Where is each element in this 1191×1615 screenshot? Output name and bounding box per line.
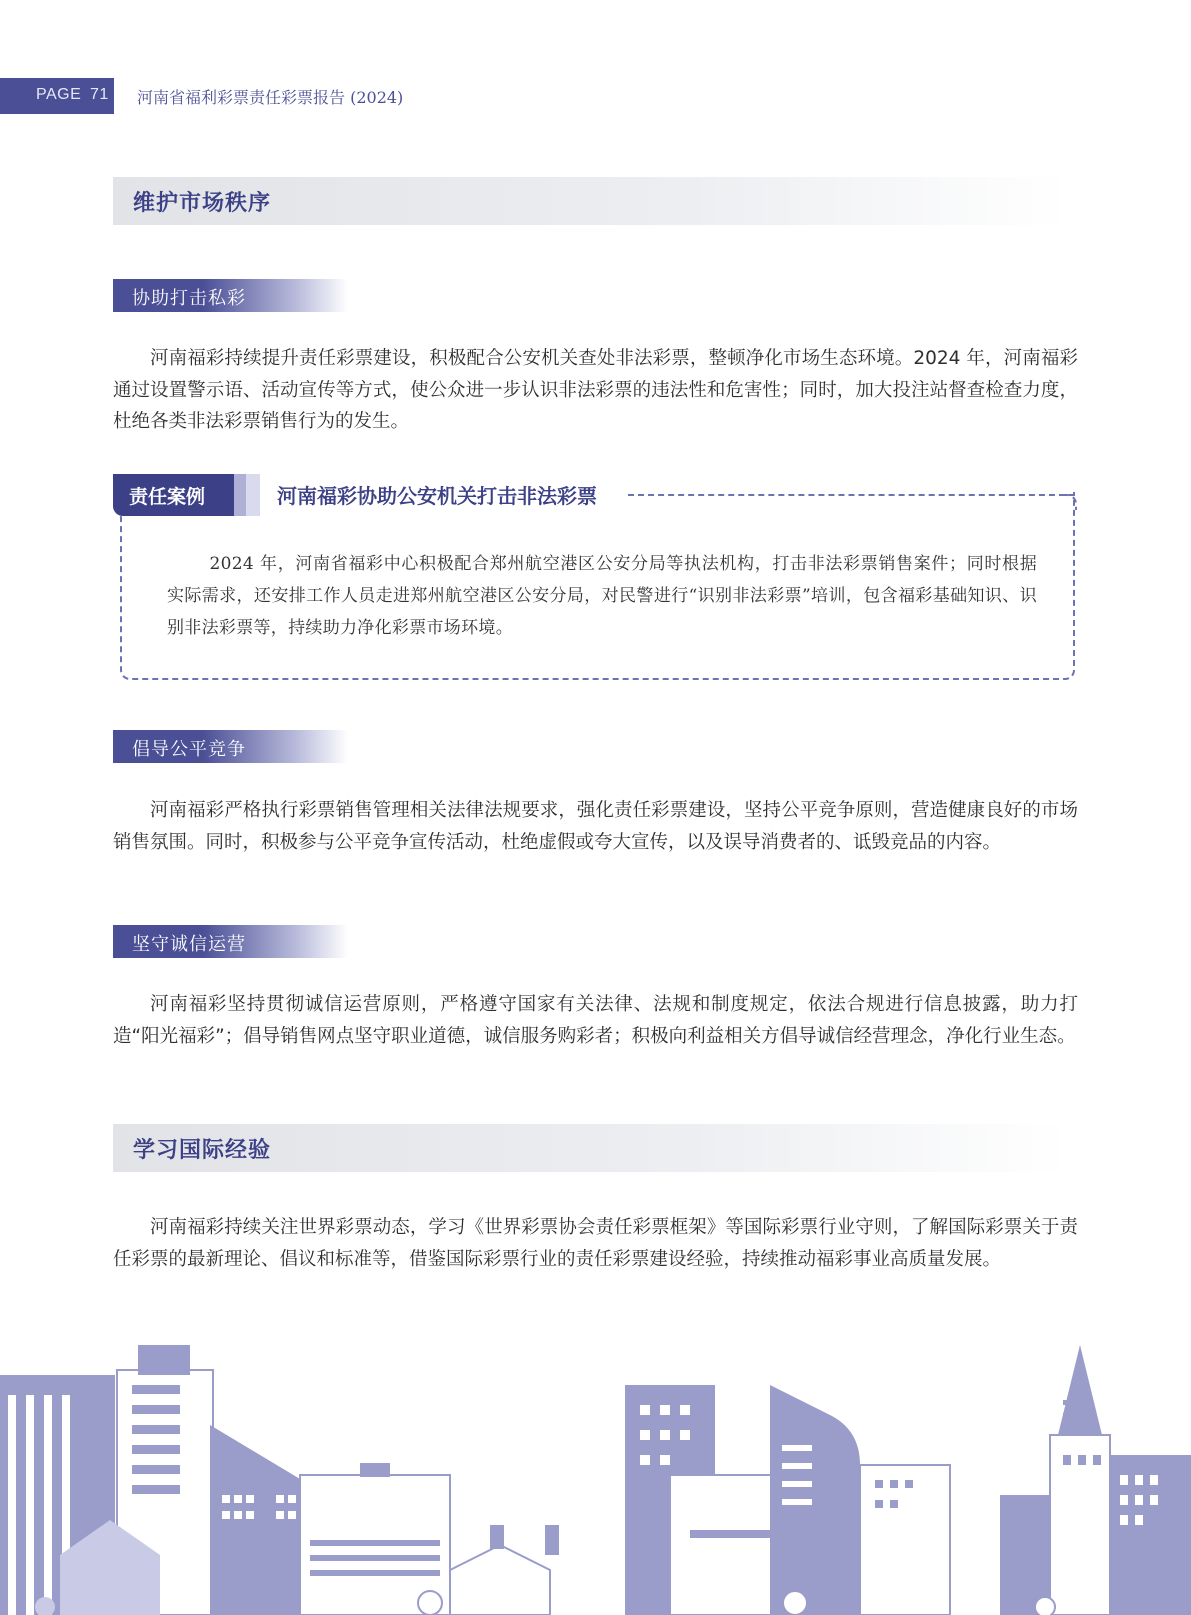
city-skyline-illustration	[0, 1345, 1191, 1615]
case-title: 河南福彩协助公安机关打击非法彩票	[277, 484, 597, 508]
paragraph-international-experience: 河南福彩持续关注世界彩票动态，学习《世界彩票协会责任彩票框架》等国际彩票行业守则，了解国际彩票关于责任彩票的最新理论、倡议和标准等，借鉴国际彩票行业的责任彩票建设经验，持续推动福彩事业高质量发展。	[113, 1217, 1078, 1270]
subheading-fair-competition: 倡导公平竞争	[113, 730, 348, 763]
document-title: 河南省福利彩票责任彩票报告 (2024)	[137, 88, 404, 107]
subheading-combat-private-lottery: 协助打击私彩	[113, 279, 348, 312]
paragraph-integrity-operation: 河南福彩坚持贯彻诚信运营原则，严格遵守国家有关法律、法规和制度规定，依法合规进行信息披露，助力打造“阳光福彩”；倡导销售网点坚守职业道德，诚信服务购彩者；积极向利益相关方倡导诚信经营理念，净化行业生态。	[113, 994, 1078, 1047]
case-tag-stripe	[234, 474, 246, 516]
case-box-top-border	[628, 494, 1075, 496]
paragraph-combat-private-lottery: 河南福彩持续提升责任彩票建设，积极配合公安机关查处非法彩票，整顿净化市场生态环境。2024 年，河南福彩通过设置警示语、活动宣传等方式，使公众进一步认识非法彩票的违法性和危害性；同时，加大投注站督查检查力度，杜绝各类非法彩票销售行为的发生。	[113, 348, 1078, 432]
page-number: 71	[90, 86, 109, 103]
section-heading-international-experience: 学习国际经验	[113, 1124, 1068, 1172]
case-text: 2024 年，河南省福彩中心积极配合郑州航空港区公安分局等执法机构，打击非法彩票销售案件；同时根据实际需求，还安排工作人员走进郑州航空港区公安分局，对民警进行“识别非法彩票”培训，包含福彩基础知识、识别非法彩票等，持续助力净化彩票市场环境。	[167, 554, 1037, 638]
page-number-tab	[0, 78, 114, 114]
case-tag-stripe	[246, 474, 260, 516]
subheading-integrity-operation: 坚守诚信运营	[113, 925, 348, 958]
paragraph-fair-competition: 河南福彩严格执行彩票销售管理相关法律法规要求，强化责任彩票建设，坚持公平竞争原则，营造健康良好的市场销售氛围。同时，积极参与公平竞争宣传活动，杜绝虚假或夸大宣传，以及误导消费者的、诋毁竞品的内容。	[113, 800, 1078, 853]
section-heading-market-order: 维护市场秩序	[113, 177, 1068, 225]
case-tag: 责任案例	[113, 474, 234, 516]
page-label: PAGE	[36, 86, 82, 103]
